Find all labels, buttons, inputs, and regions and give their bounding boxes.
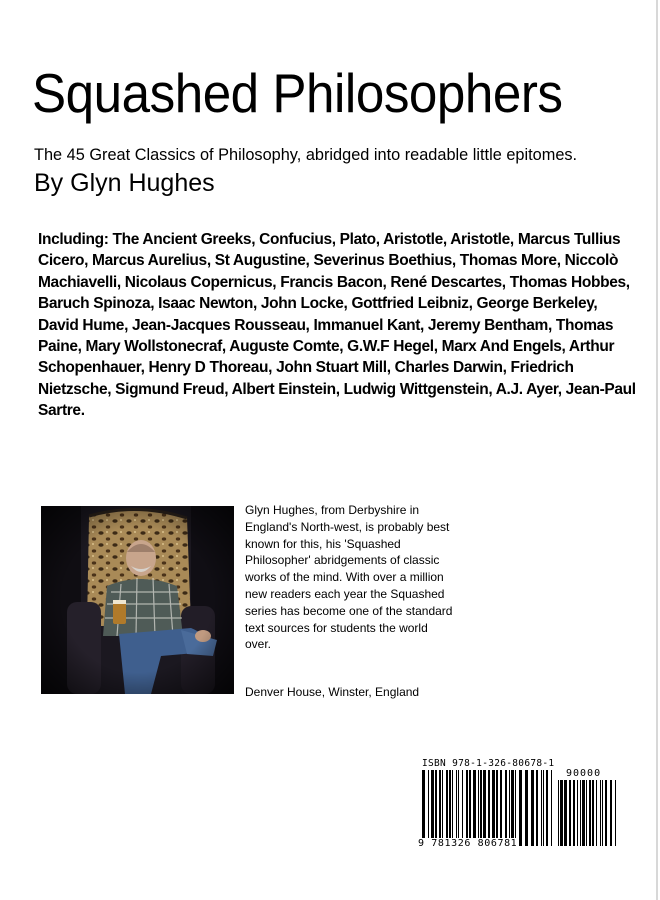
isbn-label: ISBN 978-1-326-80678-1 [422,758,555,769]
isbn-barcode [418,758,618,858]
author-location: Denver House, Winster, England [245,685,420,699]
ean-barcode-bars [422,770,554,846]
author-photo [41,506,234,694]
author-byline: By Glyn Hughes [34,169,215,197]
book-subtitle: The 45 Great Classics of Philosophy, abridged into readable little epitomes. [34,145,578,164]
book-title: Squashed Philosophers [32,62,563,124]
ean-digits: 9 781326 806781 [418,838,518,849]
price-code: 90000 [566,768,602,779]
price-barcode-bars [558,780,616,846]
page-edge-line [656,0,658,900]
included-philosophers-list: Including: The Ancient Greeks, Confucius, Plato, Aristotle, Aristotle, Marcus Tullius Cicero, Marcus Aurelius, St Augustine, Severinus Boethius, Thomas More, Niccolò Machiavelli, Nicolaus Copernicus, Francis Bacon, René Descartes, Thomas Hobbes, Baruch Spinoza, Isaac Newton, John Locke, Gottfried Leibniz, George Berkeley, David Hume, Jean-Jacques Rousseau, Immanuel Kant, Jeremy Bentham, Thomas Paine, Mary Wollstonecraf, Auguste Comte, G.W.F Hegel, Marx And Engels, Arthur Schopenhauer, Henry D Thoreau, John Stuart Mill, Charles Darwin, Friedrich Nietzsche, Sigmund Freud, Albert Einstein, Ludwig Wittgenstein, A.J. Ayer, Jean-Paul Sartre. [38,231,636,420]
author-bio: Glyn Hughes, from Derbyshire in England's North-west, is probably best known for this, his 'Squashed Philosopher' abridgements of classic works of the mind. With over a million new readers each year the Squashed series has become one of the standard text sources for students the world over. [245,503,453,652]
